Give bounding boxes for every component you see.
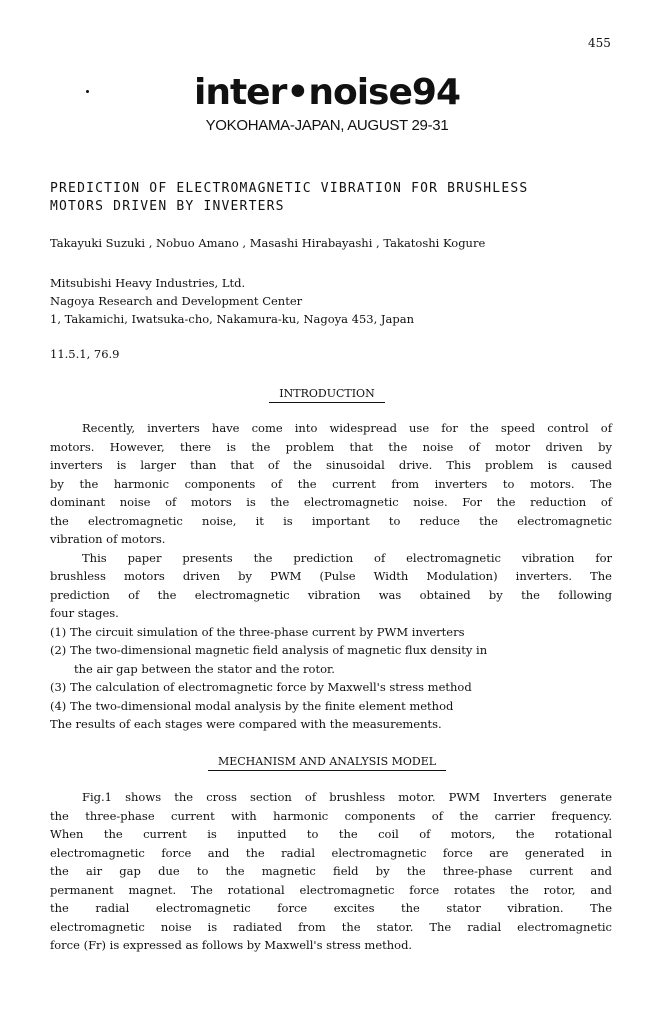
text-line: force (Fr) is expressed as follows by Maxwell's stress method. [50,938,413,952]
paper-title [50,180,610,216]
classification-code: 11.5.1, 76.9 [50,347,120,361]
list-item: (4) The two-dimensional modal analysis by the finite element method [50,698,454,713]
text-line: the air gap due to the magnetic field by the three-phase current and [50,864,612,878]
text-line: electromagnetic noise is radiated from the stator. The radial electromagnetic [50,919,612,934]
text-line: four stages. [50,606,119,620]
affiliation-line: 1, Takamichi, Iwatsuka-cho, Nakamura-ku, Nagoya 453, Japan [50,312,415,326]
text-line: inverters is larger than that of the sinusoidal drive. This problem is caused [50,458,612,472]
list-item: (3) The calculation of electromagnetic force by Maxwell's stress method [50,680,472,694]
heading-text: MECHANISM AND ANALYSIS MODEL [208,755,446,771]
text-line: prediction of the electromagnetic vibration was obtained by the following [50,587,612,602]
text-line: by the harmonic components of the current from inverters to motors. The [50,476,612,491]
text-line: the radial electromagnetic force excites the stator vibration. The [50,901,612,915]
text-line: motors. However, there is the problem that the noise of motor driven by [50,439,612,454]
conference-logo: inter•noise94 [194,72,460,113]
section-heading-mechanism [0,755,654,768]
text-line: brushless motors driven by PWM (Pulse Width Modulation) inverters. The [50,569,612,583]
list-item: (2) The two-dimensional magnetic field analysis of magnetic flux density in [50,643,488,657]
list-item-continuation: the air gap between the stator and the rotor. [74,661,335,676]
list-item: (1) The circuit simulation of the three-phase current by PWM inverters [50,624,465,639]
text-line: dominant noise of motors is the electromagnetic noise. For the reduction of [50,495,612,509]
affiliation-line: Nagoya Research and Development Center [50,294,303,308]
affiliation [50,274,414,328]
text-line: permanent magnet. The rotational electromagnetic force rotates the rotor, and [50,882,612,897]
mechanism-body [50,788,612,955]
heading-text: INTRODUCTION [269,387,384,403]
introduction-body [50,419,612,734]
text-line: The results of each stages were compared with the measurements. [50,717,442,731]
text-line: This paper presents the prediction of electromagnetic vibration for [82,550,612,565]
text-line: Recently, inverters have come into widespread use for the speed control of [82,421,612,435]
conference-location-date: YOKOHAMA-JAPAN, AUGUST 29-31 [205,117,449,134]
text-line: the three-phase current with harmonic components of the carrier frequency. [50,808,612,823]
text-line: Fig.1 shows the cross section of brushless motor. PWM Inverters generate [82,790,612,804]
text-line: When the current is inputted to the coil of motors, the rotational [50,827,612,841]
section-heading-introduction [0,387,654,400]
text-line: vibration of motors. [50,532,166,546]
title-line: MOTORS DRIVEN BY INVERTERS [50,199,285,214]
author-list: Takayuki Suzuki , Nobuo Amano , Masashi Hirabayashi , Takatoshi Kogure [50,236,486,250]
text-line: the electromagnetic noise, it is important to reduce the electromagnetic [50,513,612,528]
affiliation-line: Mitsubishi Heavy Industries, Ltd. [50,276,246,290]
title-line: PREDICTION OF ELECTROMAGNETIC VIBRATION FOR BRUSHLESS [50,181,529,196]
text-line: electromagnetic force and the radial electromagnetic force are generated in [50,845,612,860]
page-number: 455 [588,36,611,50]
